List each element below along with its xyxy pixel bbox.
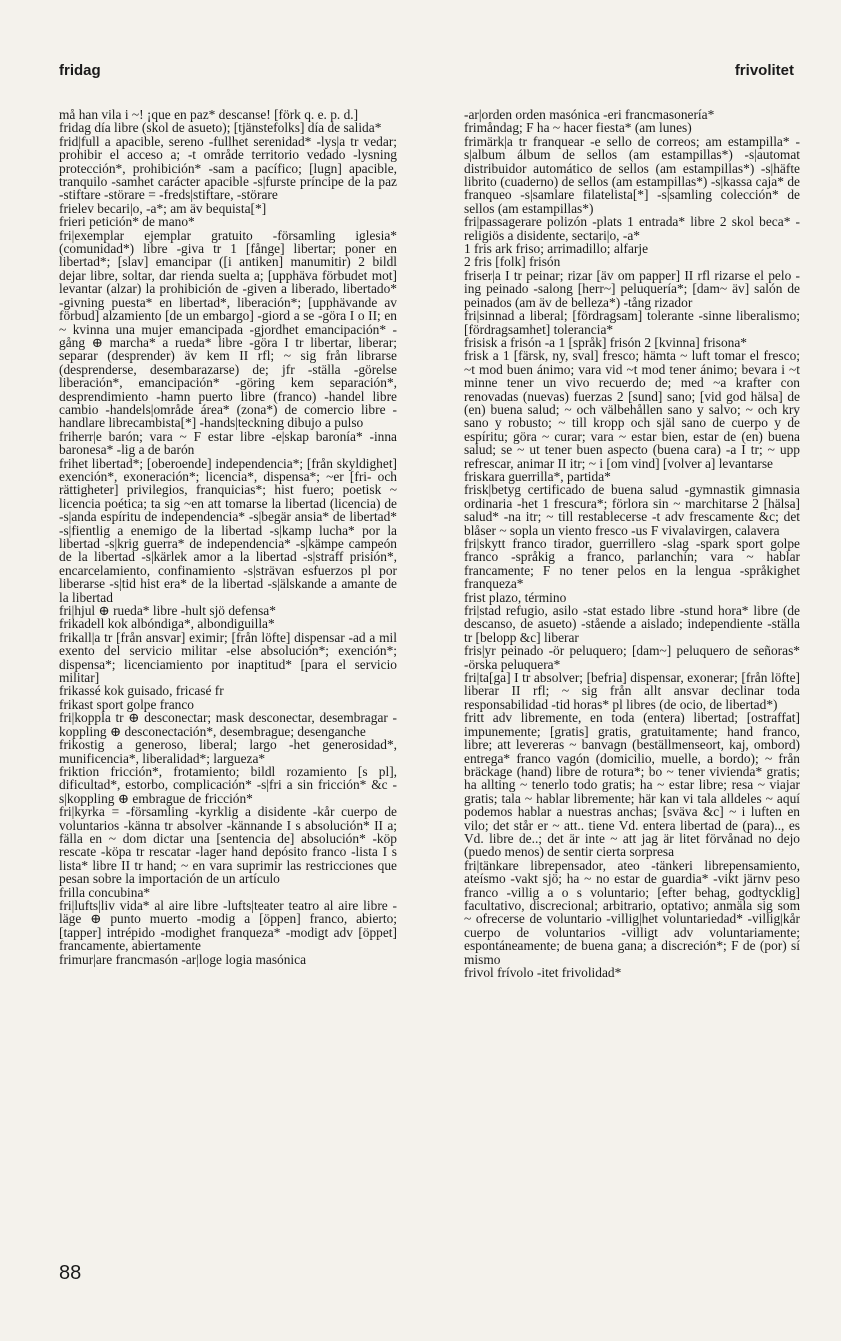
dictionary-entry: fri|stad refugio, asilo -stat estado libre -stund hora* libre (de descanso, de asueto) -stående a aislado; independiente -ställa tr [belopp &c] liberar: [464, 603, 800, 645]
dictionary-entry: frikadell kok albóndiga*, albondiguilla*: [59, 616, 275, 632]
dictionary-entry: fridag día libre (skol de asueto); [tjänstefolks] día de salida*: [59, 120, 382, 136]
dictionary-entry: frihet libertad*; [oberoende] independencia*; [från skyldighet] exención*, exoneración*; licencia*, dispensa*; ~er [fri- och rättigheter] privilegios, franquicias*; hist fuero; poetisk ~ licencia poética; ta sig ~en att tomarse la libertad (licencia) de -s|anda espíritu de independencia* -s|begär ansia* de libertad* -s|fientlig a enemigo de la libertad -s|kamp lucha* por la libertad -s|krig guerra* de independencia* -s|kämpe campeón de la libertad -s|kärlek amor a la libertad -s|straff prisión*, encarcelamiento, confinamiento -s|strävan esfuerzos pl por liberarse -s|tid hist era* de la libertad -s|älskande a amante de la libertad: [59, 455, 397, 605]
dictionary-entry: frilla concubina*: [59, 884, 151, 900]
dictionary-entry: fri|tänkare librepensador, ateo -tänkeri librepensamiento, ateísmo -vakt sjö; ha ~ no estar de guardia* -vikt järnv peso franco -villig a o s voluntario; [efter behag, godtycklig] facultativo, discrecional; arbitrario, optativo; anmäla sig som ~ ofrecerse de voluntario -villig|het voluntariedad* -villig|kår cuerpo de voluntarios -villigt adv voluntariamente; espontáneamente; de buena gana; a discreción*; F de (por) sí mismo: [464, 857, 800, 967]
right-guide-word: frivolitet: [734, 62, 794, 79]
dictionary-entry: 1 fris ark friso; arrimadillo; alfarje: [464, 241, 649, 257]
dictionary-entry: frid|full a apacible, sereno -fullhet serenidad* -lys|a tr vedar; prohibir el acceso a; -t område territorio vedado -lysning protección*, prohibición* -sam a pacífico; [lugn] apacible, tranquilo -samhet carácter apacible -s|furste príncipe de la paz -stiftare -störare = -freds|stiftare, -störare: [59, 133, 397, 203]
dictionary-entry: fri|passagerare polizón -plats 1 entrada* libre 2 skol beca* -religiös a disidente, sectari|o, -a*: [464, 214, 800, 243]
dictionary-entry: frikall|a tr [från ansvar] eximir; [från löfte] dispensar -ad a mil exento del servicio militar -else absolución*; exención*; dispensa*; licenciamiento por inaptitud* [para el servicio militar]: [59, 629, 397, 686]
dictionary-entry: fris|yr peinado -ör peluquero; [dam~] peluquero de señoras* -örska peluquera*: [464, 643, 800, 672]
dictionary-entry: frielev becari|o, -a*; am äv bequista[*]: [59, 200, 267, 216]
dictionary-entry: må han vila i ~! ¡que en paz* descanse! [förk q. e. p. d.]: [59, 107, 359, 122]
right-column: [464, 108, 800, 979]
dictionary-entry: fri|sinnad a liberal; [fördragsam] tolerante -sinne liberalismo; [fördragsamhet] tolerancia*: [464, 308, 800, 337]
dictionary-entry: frisk|betyg certificado de buena salud -gymnastik gimnasia ordinaria -het 1 frescura*; förlora sin ~ marchitarse 2 [hälsa] salud* -na itr; ~ till restablecerse -t adv frescamente &c; det blåser ~ sopla un viento fresco -us F vivalavirgen, calavera: [464, 482, 800, 538]
dictionary-entry: friskara guerrilla*, partida*: [464, 468, 611, 484]
dictionary-entry: fri|kyrka = -församling -kyrklig a disidente -kår cuerpo de voluntarios -känna tr absolver -kännande I s absolución* II a; fälla en ~ dom dictar una [sentencia de] absolución* -köp rescate -köpa tr rescatar -lager hand depósito franco -lista I s lista* libre II tr hand; ~ en vara suprimir las restricciones que pesan sobre la importación de un artículo: [59, 804, 397, 887]
dictionary-entry: fri|ta[ga] I tr absolver; [befria] dispensar, exonerar; [från löfte] liberar II rfl; ~ sig från allt ansvar declinar toda responsabilidad -tid horas* pl libres (de ocio, de libertad*): [464, 670, 800, 712]
dictionary-entry: frimur|are francmasón -ar|loge logia masónica: [59, 951, 307, 967]
dictionary-entry: friser|a I tr peinar; rizar [äv om papper] II rfl rizarse el pelo -ing peinado -salong [herr~] peluquería*; [dam~ äv] salón de peinados (am äv de belleza*) -tång rizador: [464, 267, 800, 310]
dictionary-entry: fri|lufts|liv vida* al aire libre -lufts|teater teatro al aire libre -läge ⊕ punto muerto -modig a [öppen] franco, abierto; [tapper] intrépido -modighet franqueza* -modigt adv [öppet] francamente, abiertamente: [59, 897, 397, 954]
dictionary-entry: frieri petición* de mano*: [59, 214, 195, 230]
dictionary-entry: 2 fris [folk] frisón: [464, 254, 561, 270]
dictionary-entry: frimåndag; F ha ~ hacer fiesta* (am lunes): [464, 120, 692, 136]
dictionary-entry: frikostig a generoso, liberal; largo -het generosidad*, munificencia*, liberalidad*; largueza*: [59, 737, 397, 766]
left-column: [59, 108, 397, 966]
dictionary-entry: fri|hjul ⊕ rueda* libre -hult sjö defensa*: [59, 603, 276, 619]
dictionary-entry: frisk a 1 [färsk, ny, sval] fresco; hämta ~ luft tomar el fresco; ~t mod buen ánimo; vara vid ~t mod tener ánimo; bevara i ~t minne tener un vivo recuerdo de; med ~a krafter con renovadas (nuevas) fuerzas 2 [sund] sano; [vid god hälsa] de (en) buena salud; ~ och välbehållen sano y salvo; ~ och kry sano y robusto; ~ till kropp och själ sano de cuerpo y de espíritu; göra ~ curar; vara ~ estar bien, estar de (en) buena salud; se ~ ut tener buen aspecto (buena cara) -a I tr; ~ upp refrescar, animar II itr; ~ i [om vind] [volver a] levantarse: [464, 348, 800, 471]
dictionary-entry: frisisk a frisón -a 1 [språk] frisón 2 [kvinna] frisona*: [464, 334, 747, 350]
dictionary-entry: frikassé kok guisado, fricasé fr: [59, 683, 224, 699]
left-guide-word: fridag: [59, 62, 101, 79]
dictionary-entry: -ar|orden orden masónica -eri francmasonería*: [464, 107, 715, 122]
running-head: [0, 62, 841, 84]
dictionary-entry: fri|exemplar ejemplar gratuito -församling iglesia* (comunidad*) libre -giva tr 1 [fånge] libertar; poner en libertad*; [slav] emancipar ([i antiken] manumitir) 2 bildl dejar libre, soltar, dar rienda suelta a; [upphäva förbudet mot] levantar (alzar) la prohibición de -given a liberado, libertado* -givning puesta* en libertad*, liberación*; [upphävande av förbud] alzamiento [de un embargo] -giord a se -göra I o II; en ~ kvinna una mujer emancipada -gjordhet emancipación* -gång ⊕ marcha* a rueda* libre -göra I tr libertar, liberar; separar (desprender) äv kem II rfl; ~ sig från librarse (desprenderse, desembarazarse) de; jfr -ställa -görelse liberación*, emancipación* -göring kem separación*, desprendimiento -hamn puerto libre (franco) -handel libre cambio -handels|område área* (zona*) de comercio libre -handlare librecambista[*] -hands|teckning dibujo a pulso: [59, 227, 397, 431]
dictionary-entry: frivol frívolo -itet frivolidad*: [464, 965, 622, 980]
dictionary-entry: friherr|e barón; vara ~ F estar libre -e|skap baronía* -inna baronesa* -lig a de barón: [59, 428, 397, 458]
dictionary-entry: frikast sport golpe franco: [59, 696, 194, 712]
dictionary-entry: frimärk|a tr franquear -e sello de correos; am estampilla* -s|album álbum de sellos (am estampillas*) -s|automat distribuidor automático de sellos (am estampillas*) -s|häfte librito (cuaderno) de sellos (am estampillas*) -s|kassa caja* de franqueo -s|samlare filatelista[*] -s|samling colección* de sellos (am estampillas*): [464, 133, 800, 216]
dictionary-entry: frist plazo, término: [464, 589, 567, 605]
dictionary-entry: fri|skytt franco tirador, guerrillero -slag -spark sport golpe franco -språkig a franco, parlanchín; vara ~ hablar francamente; F no tener pelos en la lengua -språkighet franqueza*: [464, 536, 800, 592]
dictionary-entry: fri|koppla tr ⊕ desconectar; mask desconectar, desembragar -koppling ⊕ desconectación*, desembrague; desenganche: [59, 710, 397, 739]
page-number: 88: [59, 1262, 82, 1284]
dictionary-entry: friktion fricción*, frotamiento; bildl rozamiento [s pl], dificultad*, estorbo, complicación* -s|fri a sin fricción* &c -s|koppling ⊕ embrague de fricción*: [59, 763, 397, 806]
dictionary-entry: fritt adv libremente, en toda (entera) libertad; [ostraffat] impunemente; [gratis] gratis, gratuitamente; hand franco, libre; att levereras ~ banvagn (beställmenseort, kaj, ombord) entrega* franco vagón (domicilio, muelle, a bordo); ~ från bräckage (hand) libre de rotura*; bo ~ tener vivienda* gratis; ha allting ~ tenerlo todo gratis; ha ~ estar libre; resa ~ viajar gratis; tala ~ hablar libremente; här kan vi tala alldeles ~ aquí podemos hablar a nuestras anchas; [sväva &c] ~ i luften en vilo; det står er ~ att.. tiene Vd. entera libertad de (para).., es Vd. libre de..; det är inte ~ att jag är litet förvånad no dejo (puedo menos) de sentir cierta sorpresa: [464, 710, 800, 860]
